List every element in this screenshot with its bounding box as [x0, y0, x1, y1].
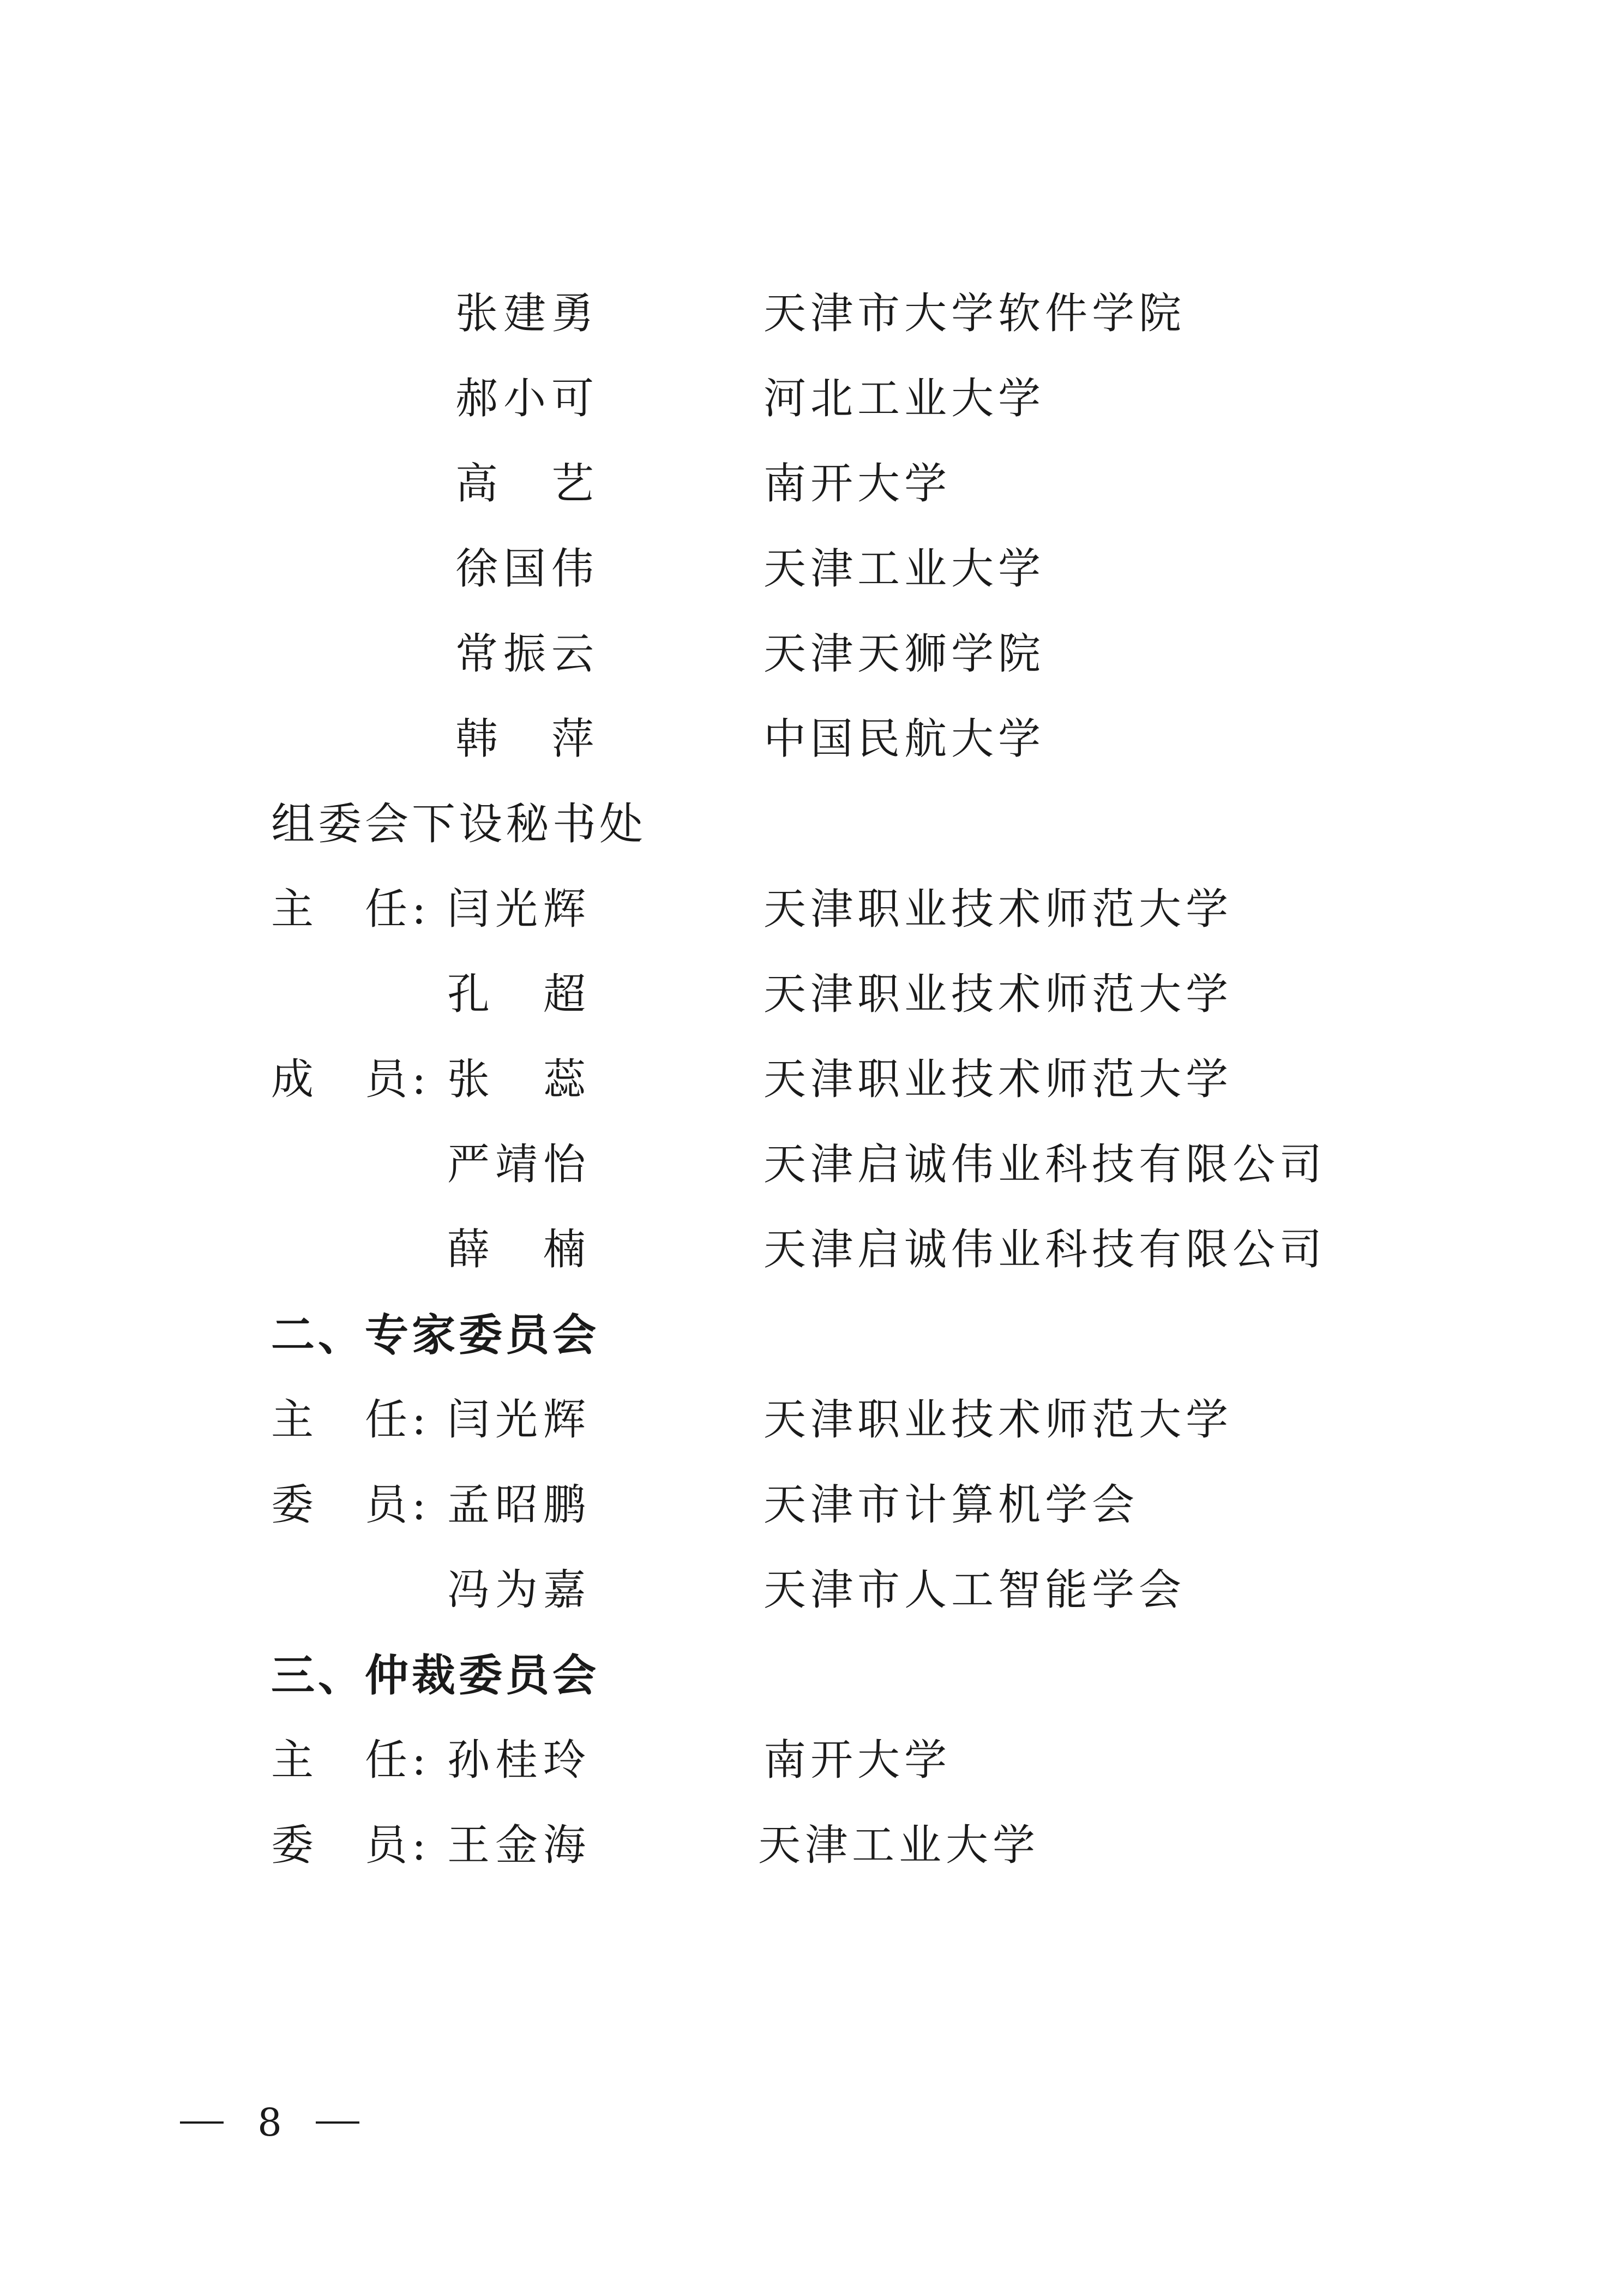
member-row [0, 451, 1623, 517]
member-org: 天津天狮学院 [764, 630, 1045, 679]
member-role: 主 任: [271, 1736, 426, 1785]
secretariat-row [0, 1132, 1623, 1197]
member-org: 天津职业技术师范大学 [764, 970, 1233, 1019]
member-org: 天津职业技术师范大学 [764, 1055, 1233, 1104]
member-org: 天津工业大学 [764, 544, 1045, 594]
arbitration-heading: 三、仲裁委员会 [271, 1650, 599, 1701]
experts-row [0, 1387, 1623, 1453]
footer-dash-right [316, 2121, 359, 2124]
member-name: 常振云 [455, 630, 600, 679]
secretariat-row [0, 1047, 1623, 1112]
member-name: 闫光辉 [447, 1395, 592, 1444]
member-org: 天津工业大学 [758, 1821, 1040, 1870]
member-org: 中国民航大学 [764, 715, 1045, 764]
member-org: 天津职业技术师范大学 [764, 1395, 1233, 1444]
member-row [0, 281, 1623, 346]
member-row [0, 366, 1623, 431]
member-role: 主 任: [271, 885, 426, 934]
member-name: 闫光辉 [447, 885, 592, 934]
member-org: 天津市人工智能学会 [764, 1566, 1186, 1615]
member-role: 主 任: [271, 1395, 426, 1444]
member-org: 天津市计算机学会 [764, 1480, 1139, 1530]
member-name: 孟昭鹏 [447, 1480, 592, 1530]
member-role: 委 员: [271, 1480, 426, 1530]
member-name: 张 蕊 [447, 1055, 592, 1104]
secretariat-row [0, 962, 1623, 1027]
member-name: 薛 楠 [447, 1225, 592, 1274]
member-org: 河北工业大学 [764, 374, 1045, 423]
arbitration-row [0, 1728, 1623, 1793]
member-name: 孙桂玲 [447, 1736, 592, 1785]
member-row [0, 621, 1623, 687]
arbitration-row [0, 1813, 1623, 1878]
secretariat-row [0, 1217, 1623, 1282]
secretariat-heading: 组委会下设秘书处 [271, 799, 646, 849]
page-footer [180, 2092, 359, 2150]
member-name: 冯为嘉 [447, 1566, 592, 1615]
member-row [0, 706, 1623, 772]
experts-heading: 二、专家委员会 [271, 1309, 599, 1360]
experts-row [0, 1557, 1623, 1623]
member-name: 徐国伟 [455, 544, 600, 594]
footer-dash-left [180, 2121, 224, 2124]
member-org: 天津启诚伟业科技有限公司 [764, 1225, 1327, 1274]
member-org: 天津启诚伟业科技有限公司 [764, 1140, 1327, 1189]
member-name: 张建勇 [455, 289, 600, 338]
experts-row [0, 1472, 1623, 1538]
member-row [0, 536, 1623, 602]
page-number: 8 [257, 2100, 282, 2145]
member-name: 韩 萍 [455, 715, 600, 764]
member-role: 成 员: [271, 1055, 426, 1104]
member-name: 郝小可 [455, 374, 600, 423]
member-name: 孔 超 [447, 970, 592, 1019]
member-role: 委 员: [271, 1821, 426, 1870]
secretariat-row [0, 877, 1623, 942]
member-org: 天津职业技术师范大学 [764, 885, 1233, 934]
member-name: 高 艺 [455, 459, 600, 508]
member-org: 天津市大学软件学院 [764, 289, 1186, 338]
member-name: 王金海 [447, 1821, 592, 1870]
member-name: 严靖怡 [447, 1140, 592, 1189]
member-org: 南开大学 [764, 459, 952, 508]
member-org: 南开大学 [764, 1736, 952, 1785]
